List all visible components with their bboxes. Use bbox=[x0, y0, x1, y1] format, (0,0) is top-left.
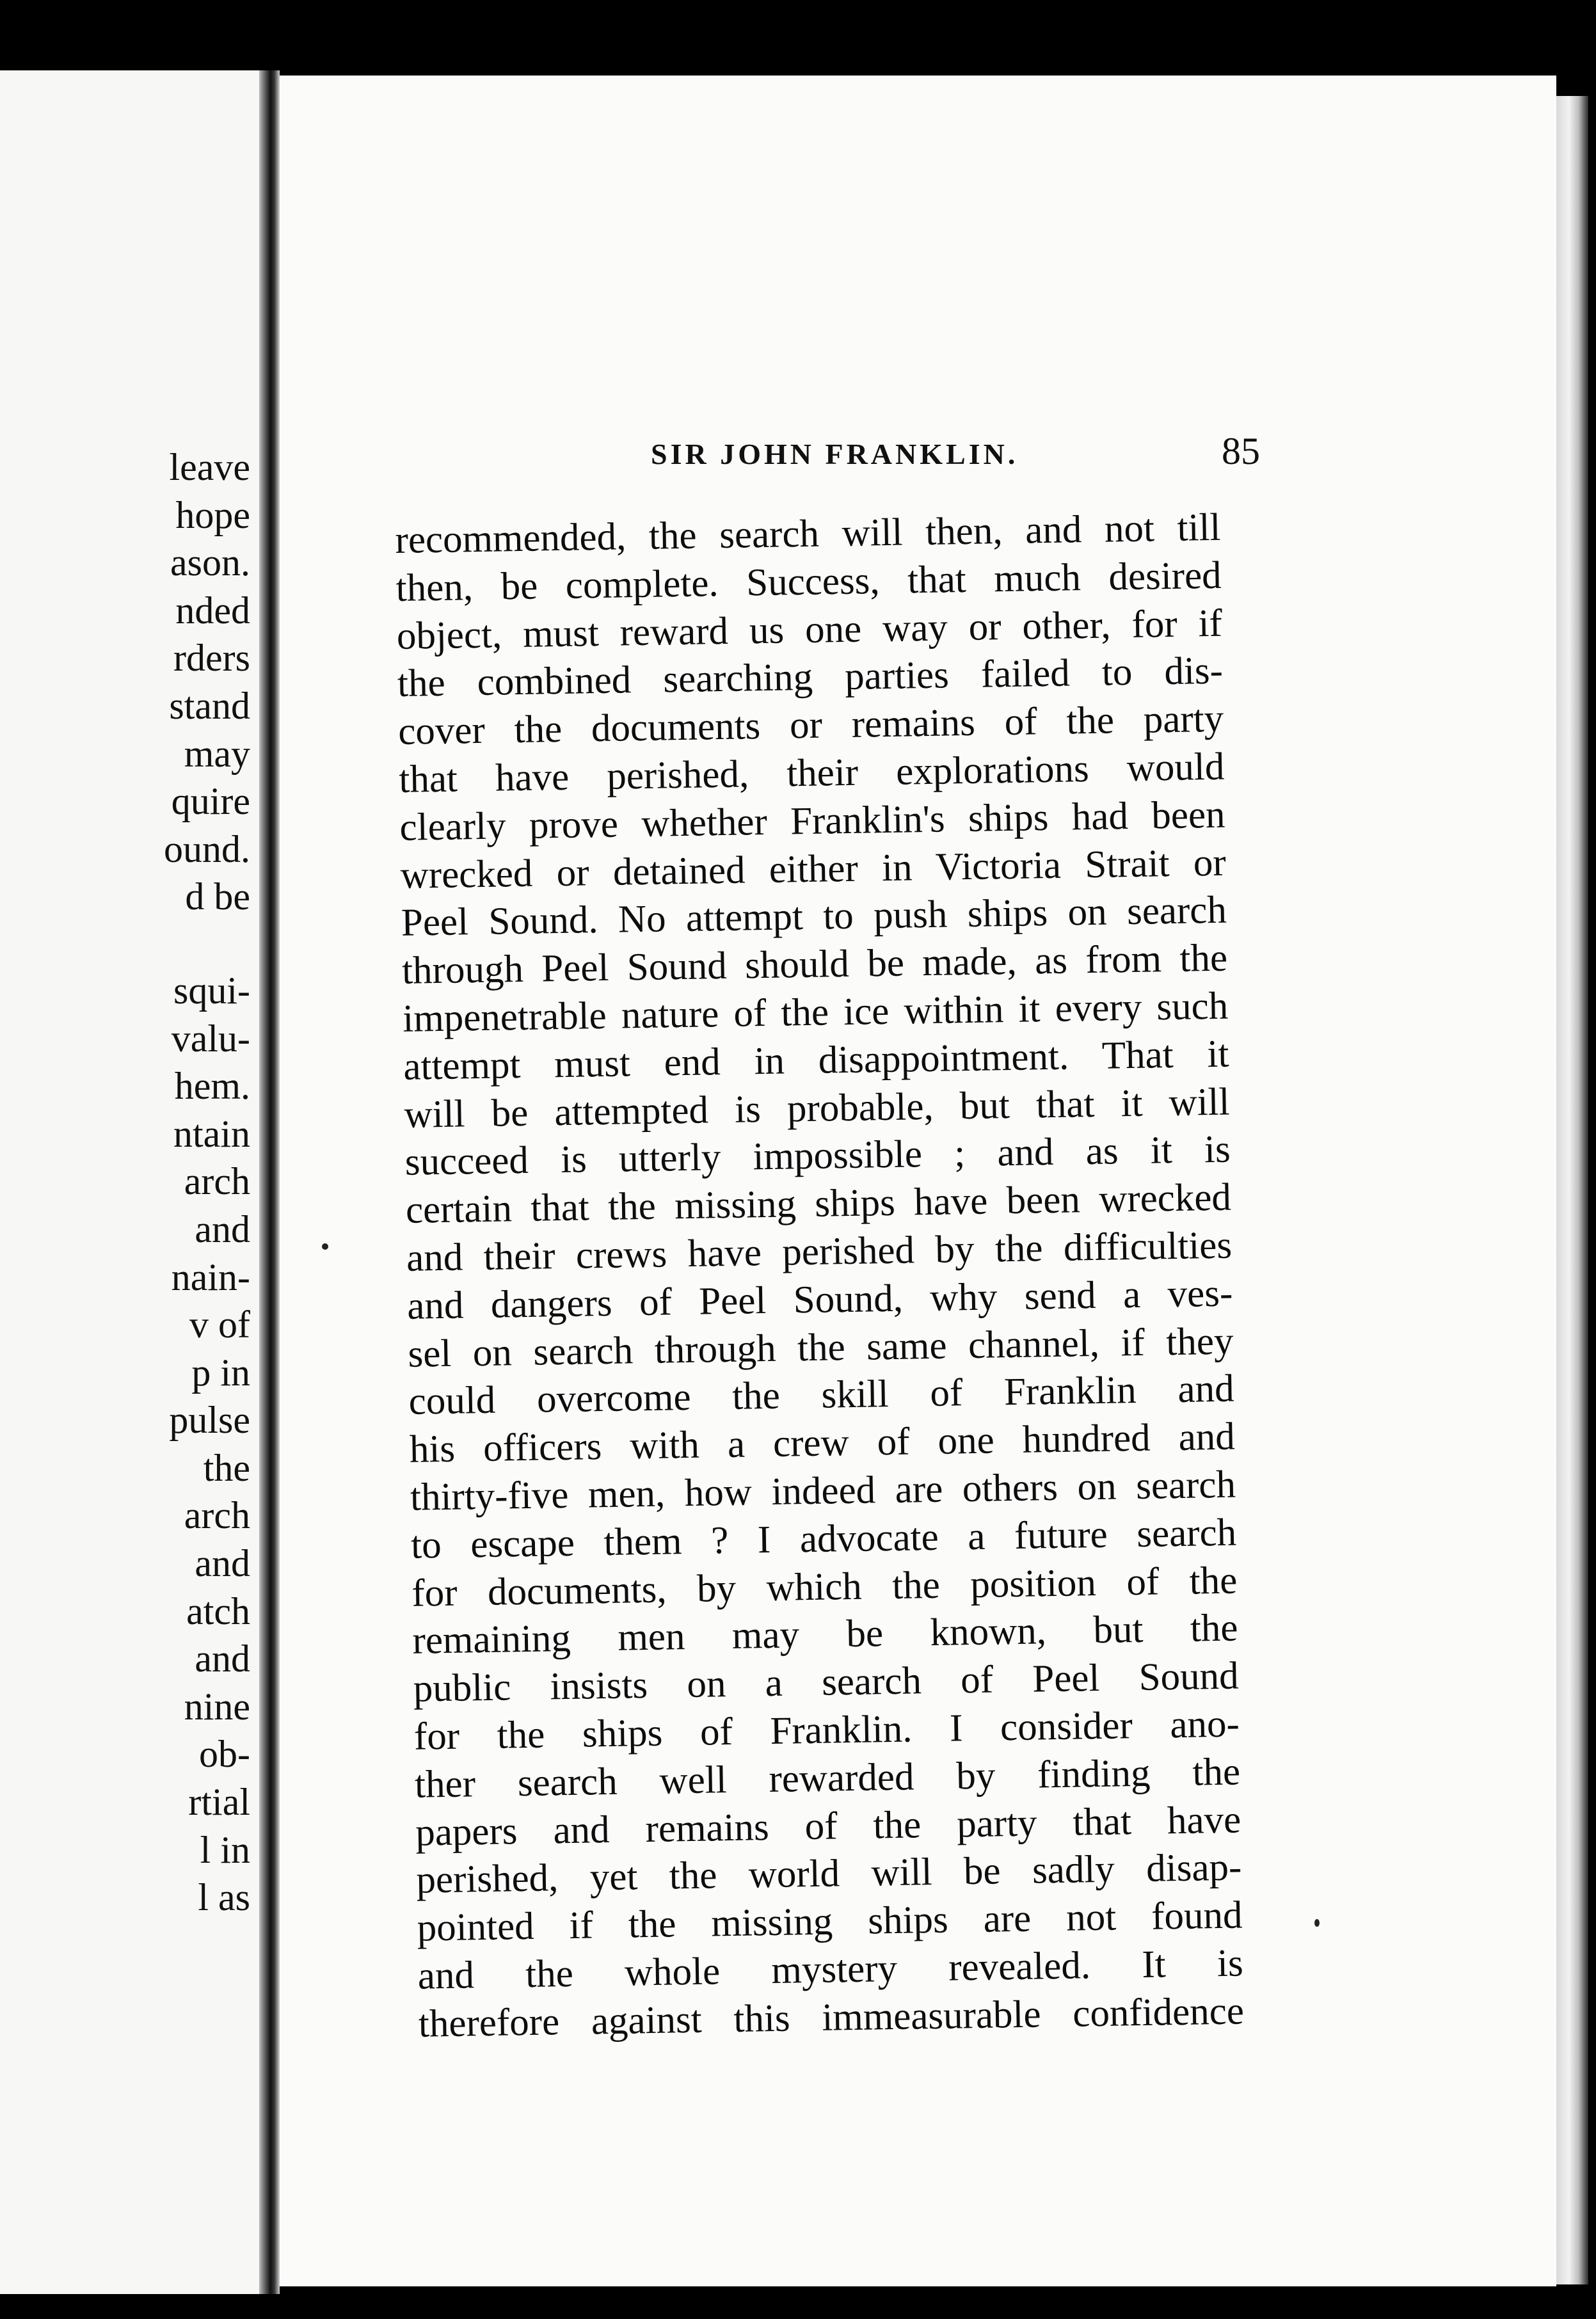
left-page-line: ob- bbox=[199, 1733, 250, 1776]
body-line: could overcome the skill of Franklin and bbox=[408, 1367, 1235, 1424]
body-line: certain that the missing ships have been wrecked bbox=[405, 1175, 1232, 1232]
body-line: impenetrable nature of the ice within it every such bbox=[402, 984, 1229, 1040]
body-line: for documents, by which the position of the bbox=[411, 1559, 1238, 1615]
body-line: that have perished, their explorations would bbox=[398, 745, 1225, 801]
ink-speck bbox=[1314, 1919, 1320, 1927]
body-line: papers and remains of the party that have bbox=[415, 1798, 1241, 1854]
body-line: cover the documents or remains of the party bbox=[397, 697, 1224, 754]
body-line: recommended, the search will then, and not till bbox=[395, 506, 1221, 562]
left-page-line: the bbox=[203, 1446, 250, 1489]
ink-speck bbox=[322, 1243, 328, 1250]
left-page-line: rtial bbox=[188, 1781, 250, 1824]
left-page-line: quire bbox=[171, 780, 250, 823]
left-page-line: and bbox=[195, 1207, 250, 1250]
body-line: object, must reward us one way or other, for if bbox=[396, 602, 1223, 658]
left-page-line: ason. bbox=[170, 541, 250, 584]
body-line: for the ships of Franklin. I consider ano- bbox=[413, 1702, 1240, 1758]
left-page-line: pulse bbox=[169, 1399, 250, 1442]
left-page-line: and bbox=[195, 1638, 250, 1680]
left-page-line: nain- bbox=[171, 1255, 250, 1298]
left-page-line: may bbox=[184, 732, 250, 775]
left-page-line: and bbox=[195, 1542, 250, 1585]
body-line: then, be complete. Success, that much desired bbox=[395, 554, 1222, 610]
body-line: remaining men may be known, but the bbox=[412, 1606, 1238, 1663]
left-page-line: squi- bbox=[173, 969, 250, 1012]
body-line: and the whole mystery revealed. It is bbox=[417, 1941, 1244, 1998]
body-line: his officers with a crew of one hundred and bbox=[409, 1415, 1236, 1471]
body-line: and dangers of Peel Sound, why send a ves- bbox=[406, 1271, 1233, 1328]
left-page-line: arch bbox=[184, 1160, 250, 1203]
body-line: therefore against this immeasurable confidence bbox=[418, 1989, 1245, 2046]
left-page-text-fragments bbox=[164, 443, 250, 1922]
left-page-line: arch bbox=[184, 1494, 250, 1537]
body-text bbox=[395, 504, 1244, 2048]
body-line: Peel Sound. No attempt to push ships on search bbox=[401, 889, 1227, 945]
body-line: attempt must end in disappointment. That it bbox=[403, 1032, 1229, 1088]
body-line: will be attempted is probable, but that it will bbox=[404, 1080, 1231, 1136]
body-line: perished, yet the world will be sadly disap- bbox=[415, 1845, 1242, 1902]
left-page-line: hem. bbox=[174, 1065, 250, 1108]
left-page-line bbox=[164, 921, 250, 967]
left-page-line: atch bbox=[186, 1590, 250, 1632]
left-page-line: rders bbox=[173, 637, 250, 680]
page-edge bbox=[1556, 96, 1588, 2284]
book-gutter bbox=[259, 70, 280, 2294]
left-page-line: nine bbox=[184, 1685, 250, 1728]
body-line: the combined searching parties failed to dis- bbox=[397, 649, 1224, 706]
left-page-line: ound. bbox=[164, 827, 250, 870]
left-page-line: ntain bbox=[173, 1112, 250, 1155]
body-line: public insists on a search of Peel Sound bbox=[413, 1654, 1240, 1710]
page-number: 85 bbox=[1222, 430, 1260, 472]
body-line: thirty-five men, how indeed are others on search bbox=[410, 1463, 1236, 1519]
body-line: clearly prove whether Franklin's ships had been bbox=[399, 793, 1225, 849]
left-page-line: l as bbox=[198, 1876, 250, 1919]
left-page-line: l in bbox=[200, 1828, 250, 1871]
running-title: SIR JOHN FRANKLIN. bbox=[651, 438, 1019, 470]
body-line: succeed is utterly impossible ; and as it is bbox=[404, 1128, 1231, 1184]
left-page-line: p in bbox=[191, 1351, 250, 1394]
body-line: to escape them ? I advocate a future search bbox=[410, 1511, 1237, 1567]
left-page-line: v of bbox=[189, 1303, 250, 1346]
body-line: and their crews have perished by the difficulties bbox=[406, 1223, 1233, 1280]
right-page bbox=[280, 76, 1556, 2286]
left-page-line: nded bbox=[175, 589, 250, 632]
left-page-line: stand bbox=[169, 684, 250, 727]
left-page-line: hope bbox=[175, 493, 250, 536]
body-line: sel on search through the same channel, if they bbox=[408, 1319, 1234, 1376]
left-page-line: d be bbox=[185, 875, 250, 918]
body-line: through Peel Sound should be made, as from the bbox=[401, 936, 1228, 993]
left-page-line: leave bbox=[169, 446, 250, 488]
body-line: ther search well rewarded by finding the bbox=[414, 1750, 1241, 1806]
left-page-line: valu- bbox=[171, 1017, 250, 1060]
body-line: wrecked or detained either in Victoria Strait or bbox=[400, 841, 1227, 897]
left-facing-page bbox=[0, 70, 259, 2294]
body-line: pointed if the missing ships are not found bbox=[417, 1893, 1243, 1950]
